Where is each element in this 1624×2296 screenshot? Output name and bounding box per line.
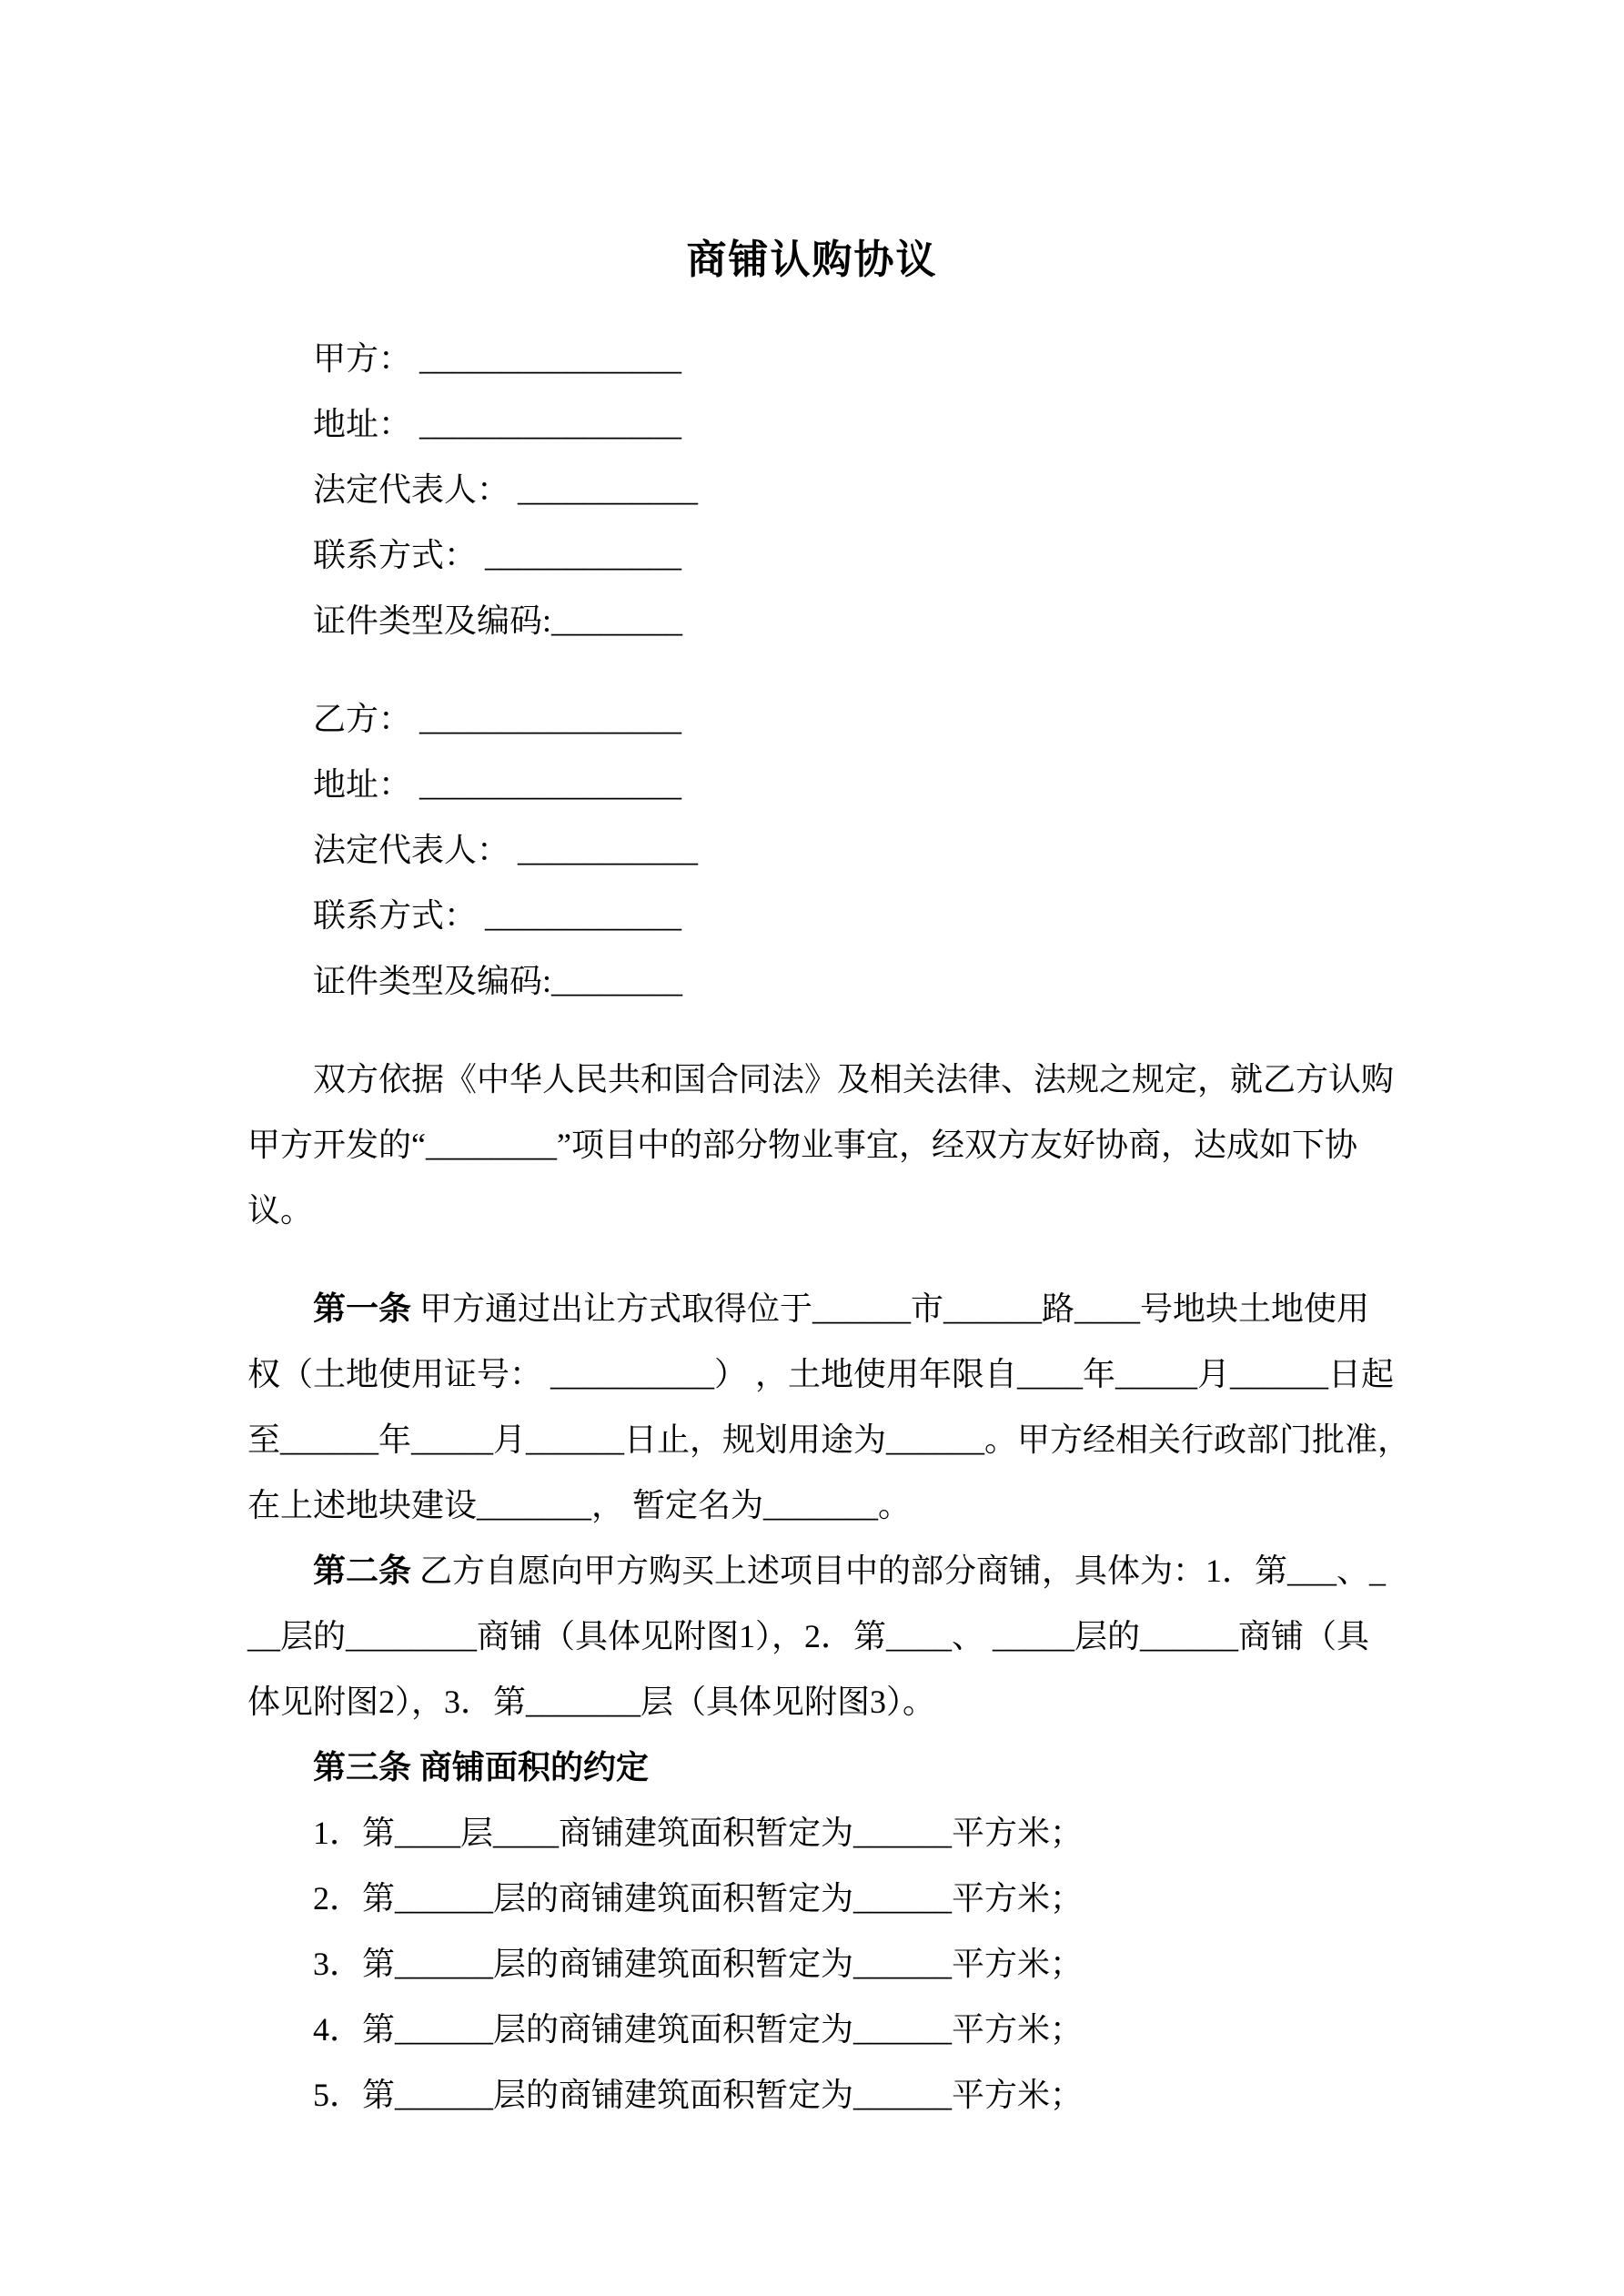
- document-body: [247, 326, 1411, 2128]
- text-segment: 证件类型及编码:________: [313, 963, 683, 999]
- text-segment: 乙方： ________________: [313, 701, 682, 737]
- party-b-contact-line: [247, 883, 1377, 948]
- text-segment: 双方依据《中华人民共和国合同法》及相关法律、法规之规定，就乙方认购: [313, 1061, 1395, 1097]
- party-a-contact-line: [247, 522, 1377, 588]
- party-b-address-line: [247, 752, 1377, 817]
- area-item-3: [247, 1931, 1377, 1997]
- text-segment: 至______年_____月______日止，规划用途为______。甲方经相关行政部门批准，: [247, 1421, 1411, 1458]
- text-segment: 地址： ________________: [313, 766, 682, 803]
- article-1-line-3: [247, 1407, 1411, 1472]
- party-b-id-type-line: [247, 948, 1377, 1014]
- bold-heading-segment: 第一条: [313, 1290, 420, 1327]
- document-content: [247, 226, 1411, 2128]
- text-segment: 甲方开发的“________”项目中的部分物业事宜，经双方友好协商，达成如下协: [247, 1127, 1357, 1163]
- text-segment: 体见附图2），3．第_______层（具体见附图3）。: [247, 1684, 936, 1720]
- text-segment: __层的________商铺（具体见附图1），2．第____、 _____层的______商铺（具: [247, 1618, 1370, 1654]
- party-a-id-type-line: [247, 588, 1377, 653]
- party-b-name-line: [247, 686, 1377, 752]
- text-segment: 权（土地使用证号： __________） ，土地使用年限自____年_____月______日起: [247, 1356, 1395, 1392]
- area-item-2: [247, 1866, 1377, 1931]
- party-a-name-line: [247, 326, 1377, 391]
- text-segment: 5．第______层的商铺建筑面积暂定为______平方米；: [313, 2077, 1084, 2113]
- text-segment: 乙方自愿向甲方购买上述项目中的部分商铺，具体为：1．第___、_: [419, 1553, 1387, 1589]
- text-segment: 证件类型及编码:________: [313, 602, 683, 639]
- text-segment: 法定代表人： ___________: [313, 832, 699, 868]
- area-item-4: [247, 1997, 1377, 2062]
- party-a-address-line: [247, 391, 1377, 457]
- preamble-line-2: [247, 1112, 1377, 1178]
- text-segment: 2．第______层的商铺建筑面积暂定为______平方米；: [313, 1880, 1084, 1917]
- article-3-heading: [247, 1735, 1377, 1800]
- article-2-line-2: [247, 1603, 1377, 1669]
- text-segment: 地址： ________________: [313, 406, 682, 442]
- area-item-5: [247, 2062, 1377, 2128]
- text-segment: 在上述地块建设_______， 暂定名为_______。: [247, 1487, 912, 1523]
- text-segment: 法定代表人： ___________: [313, 471, 699, 508]
- text-segment: 联系方式： ____________: [313, 897, 682, 934]
- article-1-line-1: [247, 1276, 1377, 1341]
- paragraph-gap: [247, 1014, 1377, 1047]
- paragraph-gap: [247, 1243, 1377, 1276]
- text-segment: 甲方： ________________: [313, 340, 682, 377]
- text-segment: 联系方式： ____________: [313, 537, 682, 573]
- bold-heading-segment: 第三条 商铺面积的约定: [313, 1749, 650, 1785]
- text-segment: 甲方通过出让方式取得位于______市______路____号地块土地使用: [419, 1290, 1370, 1327]
- bold-heading-segment: 第二条: [313, 1553, 420, 1589]
- article-2-line-3: [247, 1669, 1377, 1735]
- preamble-line-3: [247, 1178, 1377, 1243]
- party-b-legal-representative-line: [247, 817, 1377, 883]
- document-title: 商铺认购协议: [686, 238, 938, 282]
- text-segment: 议。: [247, 1192, 314, 1229]
- area-item-1: [247, 1800, 1377, 1866]
- text-segment: 1．第____层____商铺建筑面积暂定为______平方米；: [313, 1815, 1084, 1851]
- paragraph-gap: [247, 653, 1377, 686]
- party-a-legal-representative-line: [247, 457, 1377, 522]
- article-2-line-1: [247, 1538, 1387, 1603]
- article-1-line-4: [247, 1472, 1377, 1538]
- text-segment: 3．第______层的商铺建筑面积暂定为______平方米；: [313, 1946, 1084, 1982]
- article-1-line-2: [247, 1341, 1395, 1407]
- preamble-line-1: [247, 1047, 1395, 1112]
- text-segment: 4．第______层的商铺建筑面积暂定为______平方米；: [313, 2011, 1084, 2048]
